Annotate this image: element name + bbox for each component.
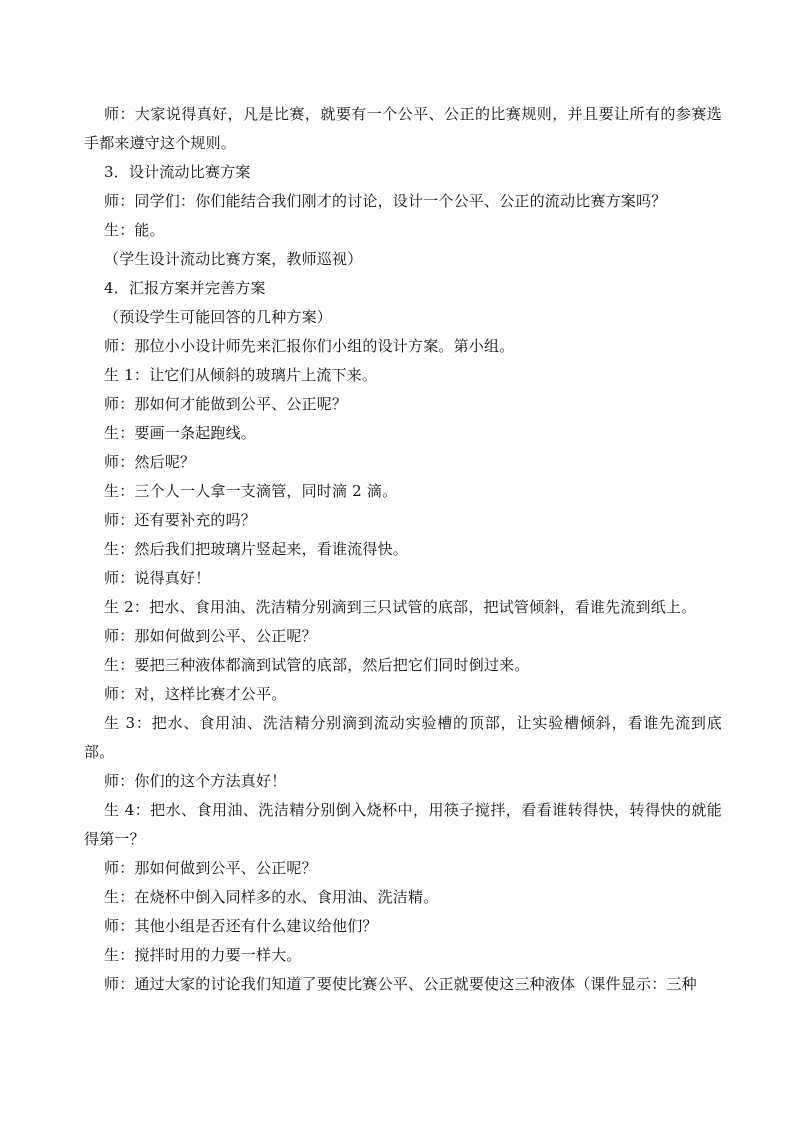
paragraph-12: 师：然后呢？ [104,453,196,471]
paragraph-25: 生：在烧杯中倒入同样多的水、食用油、洗洁精。 [104,888,439,906]
paragraph-10: 师：那如何才能做到公平、公正呢？ [104,395,348,413]
paragraph-14: 师：还有要补充的吗？ [104,511,257,529]
paragraph-23: 生 4：把水、食用油、洗洁精分别倒入烧杯中，用筷子搅拌，看看谁转得快，转得快的就能得第一？ [84,801,722,848]
paragraph-3: 师：同学们：你们能结合我们刚才的讨论，设计一个公平、公正的流动比赛方案吗？ [104,192,667,210]
paragraph-27: 生：搅拌时用的力要一样大。 [104,946,302,964]
paragraph-11: 生：要画一条起跑线。 [104,424,257,442]
section-heading-3: 3．设计流动比赛方案 [104,163,251,181]
paragraph-5: （学生设计流动比赛方案，教师巡视） [104,250,363,268]
paragraph-4: 生：能。 [104,221,165,239]
document-body [84,100,722,999]
paragraph-1: 师：大家说得真好，凡是比赛，就要有一个公平、公正的比赛规则，并且要让所有的参赛选手都来遵守这个规则。 [84,105,722,152]
paragraph-24: 师：那如何做到公平、公正呢？ [104,859,317,877]
paragraph-26: 师：其他小组是否还有什么建议给他们？ [104,917,378,935]
paragraph-22: 师：你们的这个方法真好！ [104,772,287,790]
paragraph-7: （预设学生可能回答的几种方案） [104,308,333,326]
paragraph-19: 生：要把三种液体都滴到试管的底部，然后把它们同时倒过来。 [104,656,530,674]
paragraph-8: 师：那位小小设计师先来汇报你们小组的设计方案。第小组。 [104,337,515,355]
paragraph-15: 生：然后我们把玻璃片竖起来，看谁流得快。 [104,540,409,558]
paragraph-16: 师：说得真好！ [104,569,211,587]
section-heading-4: 4．汇报方案并完善方案 [104,279,266,297]
paragraph-21: 生 3：把水、食用油、洗洁精分别滴到流动实验槽的顶部，让实验槽倾斜，看谁先流到底部。 [84,714,722,761]
paragraph-20: 师：对，这样比赛才公平。 [104,685,287,703]
paragraph-28: 师：通过大家的讨论我们知道了要使比赛公平、公正就要使这三种液体（课件显示：三种 [104,975,697,993]
paragraph-9: 生 1：让它们从倾斜的玻璃片上流下来。 [104,366,378,384]
paragraph-18: 师：那如何做到公平、公正呢？ [104,627,317,645]
paragraph-13: 生：三个人一人拿一支滴管，同时滴 2 滴。 [104,482,398,500]
paragraph-17: 生 2：把水、食用油、洗洁精分别滴到三只试管的底部，把试管倾斜，看谁先流到纸上。 [104,598,697,616]
